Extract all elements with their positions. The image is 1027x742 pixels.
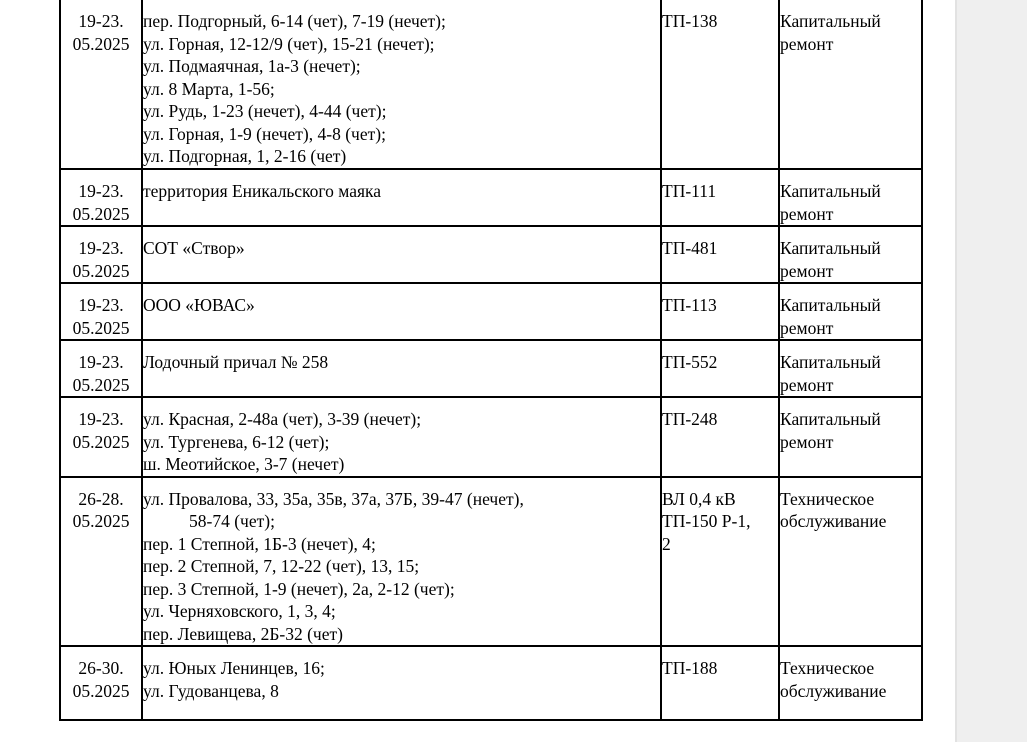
work-type-cell-line: ремонт — [780, 203, 834, 224]
address-cell-line: ул. Горная, 1-9 (нечет), 4-8 (чет); — [143, 123, 386, 144]
address-cell-line: ул. 8 Марта, 1-56; — [143, 78, 275, 99]
work-type-cell-line: Капитальный — [780, 295, 881, 315]
work-type-cell-line: ремонт — [780, 260, 834, 281]
substation-cell-line: ТП-113 — [662, 295, 717, 315]
address-cell — [142, 397, 661, 477]
date-cell-line: 05.2025 — [72, 317, 130, 338]
address-cell-line: пер. 2 Степной, 7, 12-22 (чет), 13, 15; — [143, 556, 420, 576]
table-row — [60, 397, 922, 477]
table-body — [60, 0, 922, 720]
date-cell-line: 05.2025 — [72, 260, 130, 281]
address-cell — [142, 226, 661, 283]
work-type-cell-line: обслуживание — [780, 511, 887, 531]
substation-cell-line: ТП-481 — [662, 238, 718, 258]
date-cell — [60, 0, 142, 169]
substation-cell — [661, 646, 779, 720]
date-cell — [60, 283, 142, 340]
date-cell — [60, 169, 142, 226]
substation-cell-line: ТП-248 — [662, 409, 718, 429]
table-row — [60, 226, 922, 283]
address-cell-line: пер. Левищева, 2Б-32 (чет) — [143, 623, 343, 644]
work-type-cell-line: Капитальный — [780, 238, 881, 258]
date-cell-line: 19-23. — [78, 409, 124, 429]
address-cell-line: Лодочный причал № 258 — [143, 352, 329, 372]
table-row — [60, 0, 922, 169]
date-cell-line: 05.2025 — [72, 33, 130, 54]
work-type-cell — [779, 477, 922, 647]
address-cell-line: пер. 3 Степной, 1-9 (нечет), 2а, 2-12 (чет); — [143, 578, 455, 599]
viewer-background — [957, 0, 1027, 742]
address-cell-line: ул. Красная, 2-48а (чет), 3-39 (нечет); — [143, 409, 422, 429]
date-cell-line: 19-23. — [78, 11, 124, 31]
substation-cell-line: ТП-111 — [662, 181, 717, 201]
address-cell — [142, 477, 661, 647]
address-cell-line: ул. Рудь, 1-23 (нечет), 4-44 (чет); — [143, 101, 387, 121]
substation-cell-line: ТП-188 — [662, 658, 718, 678]
work-type-cell-line: Техническое — [780, 488, 875, 509]
address-cell — [142, 283, 661, 340]
date-cell-line: 19-23. — [78, 295, 124, 315]
substation-cell — [661, 477, 779, 647]
substation-cell-line: ТП-552 — [662, 352, 718, 372]
date-cell-line: 05.2025 — [72, 431, 130, 452]
date-cell-line: 26-28. — [78, 488, 124, 509]
work-type-cell-line: Капитальный — [780, 181, 881, 201]
address-cell — [142, 0, 661, 169]
address-cell-line: территория Еникальского маяка — [143, 181, 382, 201]
work-type-cell-line: ремонт — [780, 33, 834, 54]
work-type-cell — [779, 283, 922, 340]
address-cell-line: пер. 1 Степной, 1Б-3 (нечет), 4; — [143, 533, 376, 554]
work-type-cell-line: обслуживание — [780, 680, 887, 701]
date-cell — [60, 477, 142, 647]
work-type-cell — [779, 397, 922, 477]
substation-cell — [661, 397, 779, 477]
address-cell-line: ООО «ЮВАС» — [143, 295, 255, 315]
address-cell-line: ул. Юных Ленинцев, 16; — [143, 658, 325, 678]
work-type-cell — [779, 646, 922, 720]
substation-cell-line: ТП-150 Р-1, — [662, 511, 751, 531]
substation-cell-line: ВЛ 0,4 кВ — [662, 488, 736, 509]
table-row — [60, 283, 922, 340]
date-cell-line: 05.2025 — [72, 203, 130, 224]
date-cell — [60, 397, 142, 477]
address-cell-line: ул. Горная, 12-12/9 (чет), 15-21 (нечет); — [143, 33, 435, 54]
date-cell-line: 05.2025 — [72, 374, 130, 395]
date-cell — [60, 646, 142, 720]
address-cell-line: СОТ «Створ» — [143, 238, 245, 258]
work-type-cell-line: Капитальный — [780, 11, 881, 31]
work-type-cell-line: Капитальный — [780, 352, 881, 372]
address-cell-line: ул. Черняховского, 1, 3, 4; — [143, 601, 336, 621]
substation-cell — [661, 283, 779, 340]
work-type-cell-line: Капитальный — [780, 409, 881, 429]
table-row — [60, 646, 922, 720]
substation-cell — [661, 169, 779, 226]
address-cell-line: ул. Тургенева, 6-12 (чет); — [143, 431, 330, 452]
date-cell — [60, 340, 142, 397]
table-row — [60, 477, 922, 647]
work-type-cell-line: ремонт — [780, 374, 834, 395]
date-cell-line: 19-23. — [78, 238, 124, 258]
substation-cell-line: ТП-138 — [662, 11, 718, 31]
date-cell-line: 26-30. — [78, 658, 124, 678]
outage-schedule-table — [59, 0, 923, 721]
address-cell-line: ул. Подмаячная, 1а-3 (нечет); — [143, 56, 361, 76]
address-cell-line: пер. Подгорный, 6-14 (чет), 7-19 (нечет); — [143, 11, 446, 31]
work-type-cell — [779, 340, 922, 397]
date-cell — [60, 226, 142, 283]
table-row — [60, 169, 922, 226]
date-cell-line: 19-23. — [78, 352, 124, 372]
address-cell-line: ул. Провалова, 33, 35а, 35в, 37а, 37Б, 39-47 (нечет), — [143, 488, 524, 509]
substation-cell — [661, 340, 779, 397]
address-cell — [142, 646, 661, 720]
work-type-cell — [779, 169, 922, 226]
work-type-cell-line: ремонт — [780, 431, 834, 452]
date-cell-line: 05.2025 — [72, 511, 130, 531]
work-type-cell-line: Техническое — [780, 658, 875, 678]
address-cell-line: ул. Подгорная, 1, 2-16 (чет) — [143, 146, 347, 166]
work-type-cell-line: ремонт — [780, 317, 834, 338]
date-cell-line: 05.2025 — [72, 680, 130, 701]
work-type-cell — [779, 0, 922, 169]
substation-cell — [661, 0, 779, 169]
substation-cell — [661, 226, 779, 283]
address-cell — [142, 169, 661, 226]
date-cell-line: 19-23. — [78, 181, 124, 201]
work-type-cell — [779, 226, 922, 283]
address-cell-line: 58-74 (чет); — [189, 511, 275, 531]
address-cell — [142, 340, 661, 397]
substation-cell-line: 2 — [662, 533, 671, 554]
table-row — [60, 340, 922, 397]
address-cell-line: ул. Гудованцева, 8 — [143, 680, 279, 701]
address-cell-line: ш. Меотийское, 3-7 (нечет) — [143, 454, 345, 474]
